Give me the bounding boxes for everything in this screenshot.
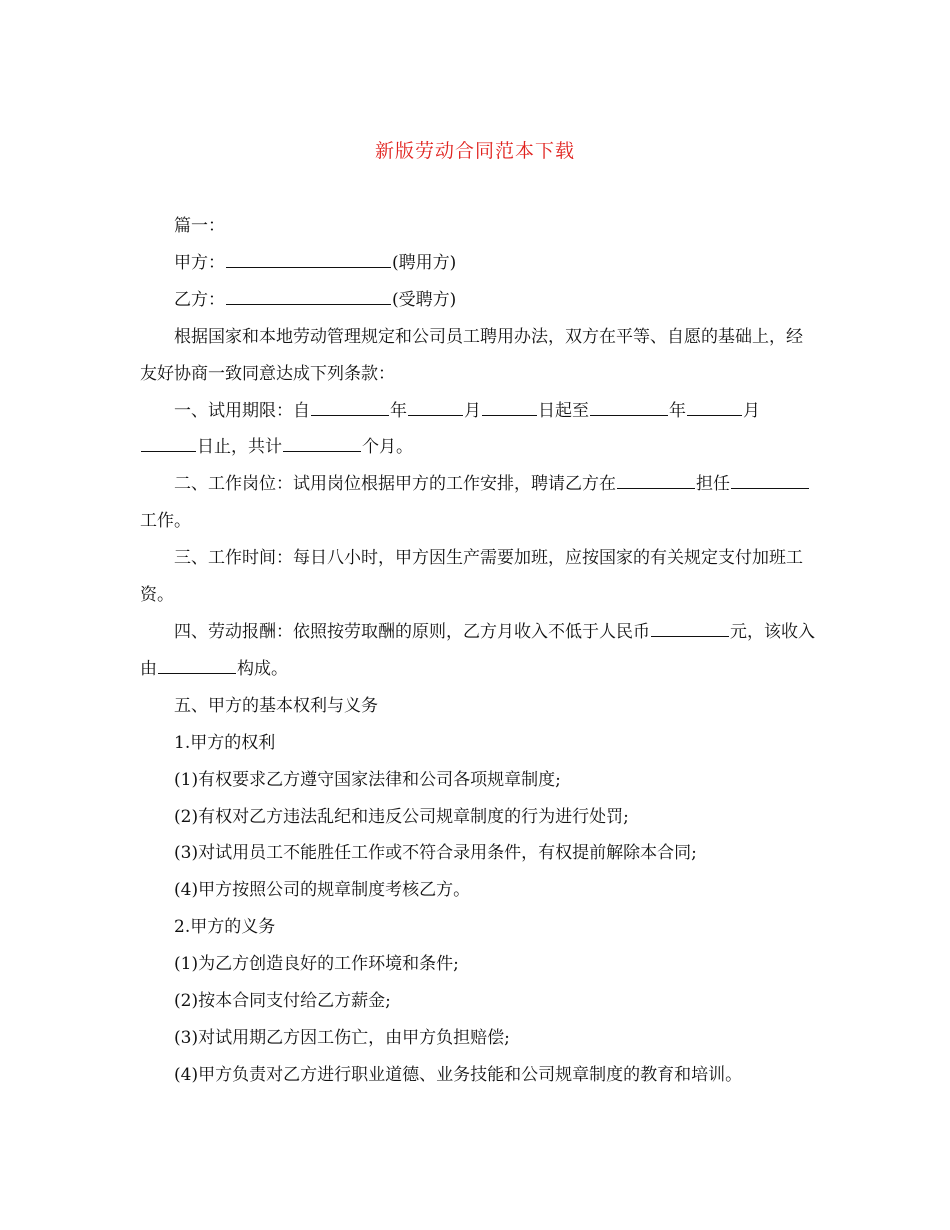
- start-year-blank: [311, 399, 389, 416]
- rights-item: (3)对试用员工不能胜任工作或不符合录用条件，有权提前解除本合同;: [174, 843, 697, 864]
- clause-1-total: 日止，共计: [197, 437, 282, 458]
- start-month-blank: [408, 399, 463, 416]
- end-day-blank: [141, 435, 196, 452]
- clause-5-heading: 五、甲方的基本权利与义务: [174, 695, 378, 716]
- party-b-line: [140, 282, 816, 319]
- rights-item: (4)甲方按照公司的规章制度考核乙方。: [174, 880, 471, 901]
- clause-2-serve: 担任: [696, 474, 730, 495]
- duties-item: (3)对试用期乙方因工伤亡，由甲方负担赔偿;: [174, 1027, 510, 1048]
- clause-1-text: 一、试用期限：自: [174, 400, 310, 421]
- duties-item: (4)甲方负责对乙方进行职业道德、业务技能和公司规章制度的教育和培训。: [174, 1064, 743, 1085]
- duties-item: (2)按本合同支付给乙方薪金;: [174, 991, 391, 1012]
- clause-1-month-2: 月: [743, 400, 760, 421]
- clause-1-month: 月: [464, 400, 481, 421]
- clause-2-work: 工作。: [140, 511, 191, 532]
- clause-4-composition: 元，该收入由: [140, 621, 815, 679]
- composition-blank: [158, 657, 236, 674]
- department-blank: [617, 472, 695, 489]
- rights-heading: 1.甲方的权利: [174, 732, 276, 753]
- clause-1-year: 年: [390, 400, 407, 421]
- party-a-role: (聘用方): [392, 252, 457, 273]
- clause-4-end: 构成。: [237, 658, 288, 679]
- document-body: [140, 208, 816, 1094]
- end-year-blank: [590, 399, 668, 416]
- total-months-blank: [283, 435, 361, 452]
- clause-4-pay: [140, 614, 816, 688]
- party-b-label: 乙方：: [174, 289, 225, 310]
- section-heading: 篇一：: [174, 216, 225, 236]
- party-a-label: 甲方：: [174, 252, 225, 273]
- salary-blank: [651, 620, 729, 637]
- clause-4-text: 四、劳动报酬：依照按劳取酬的原则，乙方月收入不低于人民币: [174, 621, 650, 642]
- end-month-blank: [687, 399, 742, 416]
- document-title: 新版劳动合同范本下载: [374, 140, 575, 162]
- party-a-blank: [226, 251, 391, 268]
- position-blank: [731, 472, 809, 489]
- duties-item: (1)为乙方创造良好的工作环境和条件;: [174, 954, 459, 975]
- clause-1-year-2: 年: [669, 400, 686, 421]
- start-day-blank: [482, 399, 537, 416]
- party-b-blank: [226, 288, 391, 305]
- party-b-role: (受聘方): [392, 289, 457, 310]
- rights-item: (2)有权对乙方违法乱纪和违反公司规章制度的行为进行处罚;: [174, 806, 629, 827]
- intro-paragraph: 根据国家和本地劳动管理规定和公司员工聘用办法，双方在平等、自愿的基础上，经友好协商一致同意达成下列条款：: [140, 326, 803, 384]
- clause-1-until: 日起至: [538, 400, 589, 421]
- clause-1-probation: [140, 393, 816, 467]
- clause-2-position: [140, 466, 816, 540]
- clause-3-hours: 三、工作时间：每日八小时，甲方因生产需要加班，应按国家的有关规定支付加班工资。: [140, 548, 803, 606]
- party-a-line: [140, 245, 816, 282]
- duties-heading: 2.甲方的义务: [174, 917, 276, 938]
- rights-item: (1)有权要求乙方遵守国家法律和公司各项规章制度;: [174, 769, 561, 790]
- clause-2-text: 二、工作岗位：试用岗位根据甲方的工作安排，聘请乙方在: [174, 474, 616, 495]
- clause-1-months: 个月。: [362, 437, 413, 458]
